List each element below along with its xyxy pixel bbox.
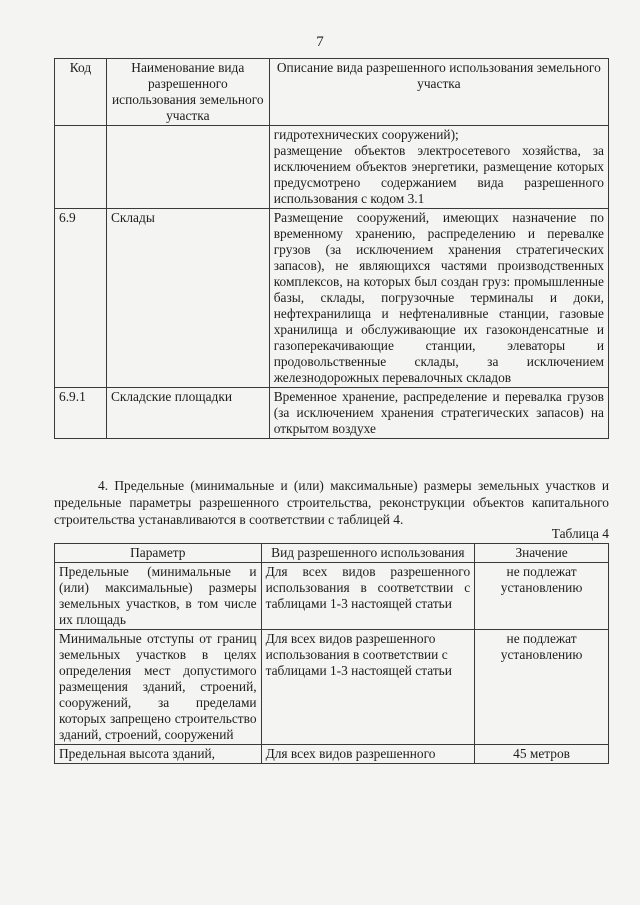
table-row (55, 209, 609, 388)
cell-parameter: Минимальные отступы от границ земельных участков в целях определения мест допустимого размещения зданий, строений, сооружений, за пределами которых запрещено строительство зданий, строений, сооружений (55, 630, 262, 745)
cell-parameter: Предельные (минимальные и (или) максимальные) размеры земельных участков, в том числе их площадь (55, 563, 262, 630)
cell-code (55, 126, 107, 209)
header-parameter: Параметр (55, 544, 262, 563)
table-header-row (55, 544, 609, 563)
table-row (55, 563, 609, 630)
cell-description: Временное хранение, распределение и перевалка грузов (за исключением хранения стратегических запасов) на открытом воздухе (269, 388, 608, 439)
cell-code: 6.9 (55, 209, 107, 388)
table-row (55, 630, 609, 745)
paragraph-4: 4. Предельные (минимальные и (или) максимальные) размеры земельных участков и предельные параметры разрешенного строительства, реконструкции объектов капитального строительства устанавливаются в соответствии с таблицей 4. (54, 478, 609, 527)
land-use-table (54, 58, 609, 439)
cell-use-type: Для всех видов разрешенного использования в соответствии с таблицами 1-3 настоящей статьи (261, 630, 475, 745)
header-use-description: Описание вида разрешенного использования земельного участка (269, 59, 608, 126)
cell-parameter: Предельная высота зданий, (55, 745, 262, 764)
cell-use-type: Для всех видов разрешенного использования в соответствии с таблицами 1-3 настоящей статьи (261, 563, 475, 630)
cell-name: Склады (106, 209, 269, 388)
cell-use-type: Для всех видов разрешенного (261, 745, 475, 764)
cell-value: не подлежат установлению (475, 563, 609, 630)
header-use-name: Наименование вида разрешенного использования земельного участка (106, 59, 269, 126)
cell-code: 6.9.1 (55, 388, 107, 439)
header-value: Значение (475, 544, 609, 563)
cell-value: не подлежат установлению (475, 630, 609, 745)
cell-description: гидротехнических сооружений); размещение объектов электросетевого хозяйства, за исключением объектов энергетики, размещение которых предусмотрено содержанием вида разрешенного использования с кодом 3.1 (269, 126, 608, 209)
header-use-type: Вид разрешенного использования (261, 544, 475, 563)
header-code: Код (55, 59, 107, 126)
table-row (55, 745, 609, 764)
table-header-row (55, 59, 609, 126)
table-row (55, 388, 609, 439)
parameters-table (54, 543, 609, 764)
cell-name: Складские площадки (106, 388, 269, 439)
cell-value: 45 метров (475, 745, 609, 764)
cell-description: Размещение сооружений, имеющих назначение по временному хранению, распределению и перевалке грузов (за исключением хранения стратегических запасов), не являющихся частями производственных комплексов, на которых был создан груз: промышленные базы, склады, погрузочные терминалы и доки, нефтехранилища и нефтеналивные станции, газовые хранилища и обслуживающие их газоконденсатные и газоперекачивающие станции, элеваторы и продовольственные склады, за исключением железнодорожных перевалочных складов (269, 209, 608, 388)
cell-name (106, 126, 269, 209)
page-number: 7 (316, 34, 324, 50)
table-row (55, 126, 609, 209)
table-caption: Таблица 4 (551, 526, 609, 541)
